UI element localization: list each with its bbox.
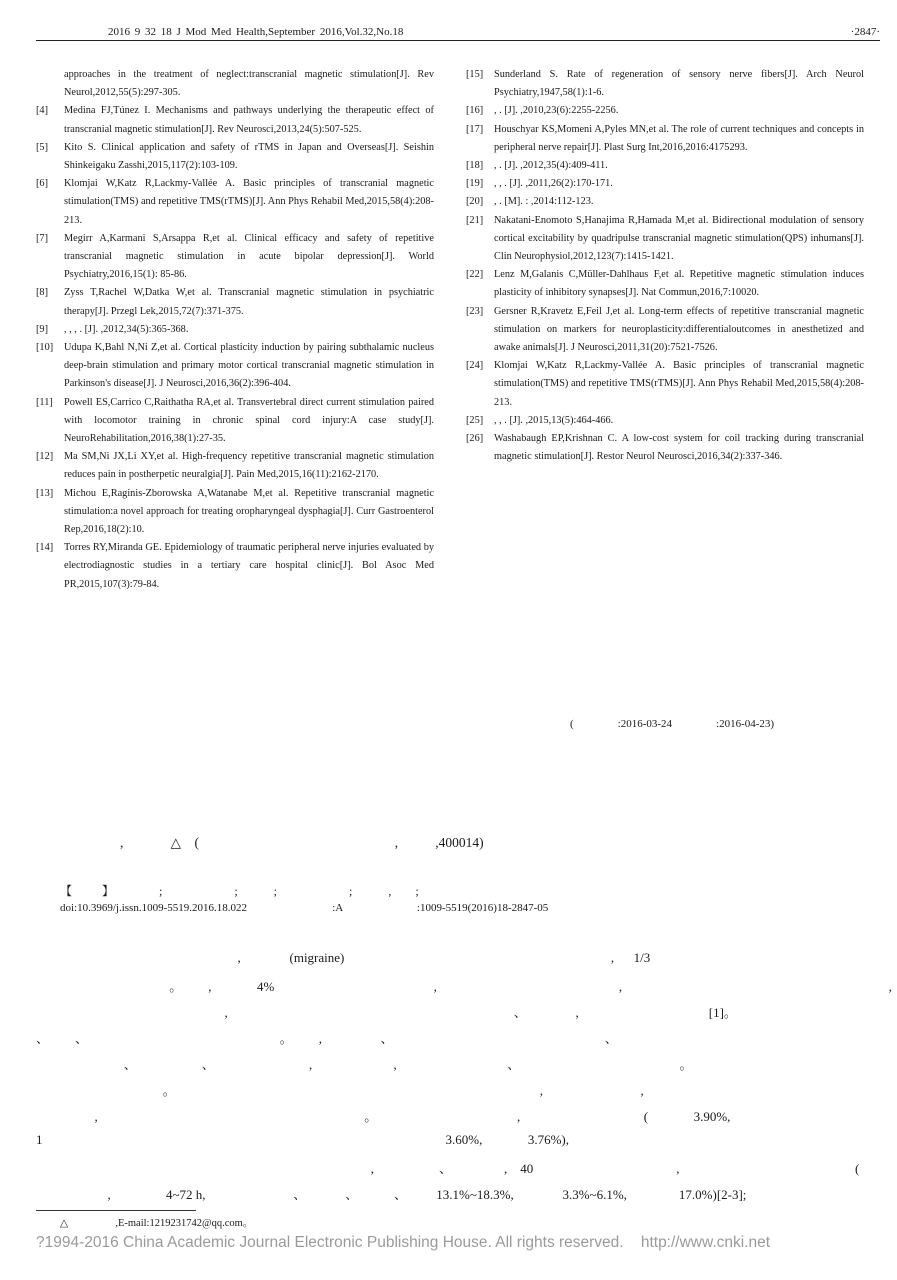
reference-text: Kito S. Clinical application and safety of rTMS in Japan and Overseas[J]. Seishin Shinkeigaku Zasshi,2015,117(2):103-109. — [64, 141, 434, 172]
reference-item — [36, 321, 434, 339]
header-page-number: ·2847· — [850, 26, 880, 38]
reference-item — [466, 266, 864, 302]
reference-text: Powell ES,Carrico C,Raithatha RA,et al. Transvertebral direct current stimulation paired with locomotor training in chronic spinal cord injury:A case study[J]. NeuroRehabilitation,2016,38(1):27-35. — [64, 396, 434, 445]
corresponding-author-footnote: △ ,E-mail:1219231742@qq.com。 — [60, 1218, 254, 1229]
reference-item — [466, 121, 864, 157]
reference-text: Washabaugh EP,Krishnan C. A low-cost system for coil tracking during transcranial magnetic stimulation[J]. Restor Neurol Neurosci,2016,34(2):337-346. — [494, 433, 864, 463]
body-text-line: , 、 , 40 , ( — [36, 1161, 860, 1176]
body-text-line: 。 , , — [36, 1083, 644, 1098]
reference-number: [16] — [466, 105, 484, 117]
reference-number: [6] — [36, 178, 49, 190]
reference-item — [466, 212, 864, 267]
reference-item — [36, 66, 434, 102]
reference-text: Houschyar KS,Momeni A,Pyles MN,et al. The role of current techniques and concepts in peripheral nerve repair[J]. Plast Surg Int,2016,2016:4175293. — [494, 123, 864, 153]
reference-number: [26] — [466, 433, 484, 445]
reference-number: [8] — [36, 287, 49, 299]
reference-text: , . [J]. ,2012,35(4):409-411. — [494, 160, 608, 172]
reference-text: Klomjai W,Katz R,Lackmy-Vallée A. Basic principles of transcranial magnetic stimulation(TMS) and repetitive TMS(rTMS)[J]. Ann Phys Rehabil Med,2015,58(4):208-213. — [494, 360, 864, 408]
reference-item — [466, 102, 864, 120]
reference-item — [36, 448, 434, 484]
reference-text: , , . [J]. ,2011,26(2):170-171. — [494, 178, 613, 190]
footnote-divider — [36, 1210, 196, 1211]
reference-item — [466, 175, 864, 193]
reference-number: [10] — [36, 342, 54, 354]
reference-text: , , , . [J]. ,2012,34(5):365-368. — [64, 323, 189, 335]
copyright-watermark: ?1994-2016 China Academic Journal Electronic Publishing House. All rights reserved. http://www.cnki.net — [36, 1234, 771, 1251]
reference-text: Sunderland S. Rate of regeneration of sensory nerve fibers[J]. Arch Neurol Psychiatry,1947,58(1):1-6. — [494, 69, 864, 99]
body-text-line: 1 3.60%, 3.76%), — [36, 1132, 569, 1147]
reference-number: [20] — [466, 196, 484, 208]
reference-number: [19] — [466, 178, 484, 190]
reference-item — [466, 193, 864, 211]
reference-item — [36, 175, 434, 230]
reference-number: [9] — [36, 323, 49, 335]
received-dates: ( :2016-03-24 :2016-04-23) — [570, 718, 775, 730]
reference-number: [18] — [466, 160, 484, 172]
reference-item — [36, 485, 434, 540]
reference-number: [15] — [466, 69, 484, 80]
reference-number: [21] — [466, 214, 484, 226]
reference-text: Klomjai W,Katz R,Lackmy-Vallée A. Basic principles of transcranial magnetic stimulation(TMS) and repetitive TMS(rTMS)[J]. Ann Phys Rehabil Med,2015,58(4):208-213. — [64, 178, 434, 226]
reference-text: approaches in the treatment of neglect:transcranial magnetic stimulation[J]. Rev Neurol,2012,55(5):297-305. — [64, 69, 434, 99]
reference-text: Medina FJ,Túnez I. Mechanisms and pathways underlying the therapeutic effect of transcranial magnetic stimulation[J]. Rev Neurosci,2013,24(5):507-525. — [64, 105, 434, 135]
reference-text: Michou E,Raginis-Zborowska A,Watanabe M,et al. Repetitive transcranial magnetic stimulation:a novel approach for treating oropharyngeal dysphagia[J]. Curr Gastroenterol Rep,2016,18(2):10. — [64, 487, 434, 536]
reference-list-left — [36, 66, 434, 594]
reference-item — [36, 284, 434, 320]
reference-item — [36, 102, 434, 138]
author-affiliation: , △ ( , ,400014) — [120, 835, 484, 850]
reference-number: [7] — [36, 232, 49, 244]
reference-item — [36, 139, 434, 175]
reference-text: , , . [J]. ,2015,13(5):464-466. — [494, 414, 614, 426]
reference-number: [17] — [466, 123, 484, 135]
reference-text: Megirr A,Karmani S,Arsappa R,et al. Clinical efficacy and safety of repetitive transcranial magnetic stimulation in acute bipolar depression[J]. World Psychiatry,2016,15(1): 85-86. — [64, 232, 434, 281]
reference-text: , . [J]. ,2010,23(6):2255-2256. — [494, 105, 619, 117]
reference-item — [36, 539, 434, 594]
reference-number: [13] — [36, 487, 54, 499]
reference-text: Torres RY,Miranda GE. Epidemiology of traumatic peripheral nerve injuries evaluated by electrodiagnostic studies in a tertiary care hospital clinic[J]. Bol Asoc Med PR,2015,107(3):79-84. — [64, 542, 434, 590]
body-text-line: , 4~72 h, 、 、 、 13.1%~18.3%, 3.3%~6.1%, 17.0%)[2-3]; — [36, 1187, 747, 1202]
reference-number: [25] — [466, 414, 484, 426]
reference-number: [5] — [36, 141, 49, 153]
reference-text: Nakatani-Enomoto S,Hanajima R,Hamada M,et al. Bidirectional modulation of sensory cortical excitability by quadripulse transcranial magnetic stimulation(QPS) inhumans[J]. Clin Neurophysiol,2012,123(7):1415-1421. — [494, 214, 864, 263]
reference-number: [22] — [466, 269, 484, 281]
reference-item — [466, 66, 864, 102]
reference-text: Lenz M,Galanis C,Müller-Dahlhaus F,et al. Repetitive magnetic stimulation induces plasticity of inhibitory synapses[J]. Nat Commun,2016,7:10020. — [494, 269, 864, 299]
body-text-line: , (migraine) , 1/3 — [36, 950, 651, 965]
body-text-line: , 、 , [1]。 — [36, 1005, 737, 1020]
reference-text: Zyss T,Rachel W,Datka W,et al. Transcranial magnetic stimulation in psychiatric therapy[J]. Przegl Lek,2015,72(7):371-375. — [64, 287, 434, 317]
reference-item — [466, 303, 864, 358]
reference-number: [23] — [466, 305, 484, 317]
body-text-line: 、 、 , , 、 。 — [36, 1057, 693, 1072]
reference-item — [466, 357, 864, 412]
reference-number: [12] — [36, 451, 54, 463]
keywords-line: 【 】 ; ; ; ; , ; — [60, 884, 419, 898]
reference-text: Udupa K,Bahl N,Ni Z,et al. Cortical plasticity induction by pairing subthalamic nucleus deep-brain stimulation and primary motor cortical transcranial magnetic stimulation in Parkinson's disease[J]. J Neurosci,2016,36(2):396-404. — [64, 342, 434, 390]
reference-text: Ma SM,Ni JX,Li XY,et al. High-frequency repetitive transcranial magnetic stimulation reduces pain in postherpetic neuralgia[J]. Pain Med,2015,16(11):2162-2170. — [64, 451, 434, 481]
reference-item — [36, 339, 434, 394]
reference-item — [466, 412, 864, 430]
reference-item — [36, 394, 434, 449]
doi-line: doi:10.3969/j.issn.1009-5519.2016.18.022 :A :1009-5519(2016)18-2847-05 — [60, 902, 549, 914]
reference-list-right — [466, 66, 864, 466]
reference-item — [36, 230, 434, 285]
reference-item — [466, 157, 864, 175]
running-header — [36, 24, 880, 41]
header-journal-info: 2016 9 32 18 J Mod Med Health,September 2016,Vol.32,No.18 — [108, 26, 404, 38]
reference-text: Gersner R,Kravetz E,Feil J,et al. Long-term effects of repetitive transcranial magnetic stimulation on markers for neuroplasticity:differentialoutcomes in anesthetized and awake animals[J]. J Neurosci,2011,31(20):7521-7526. — [494, 305, 864, 354]
body-text-line: 。 , 4% , , , — [36, 979, 892, 994]
reference-number: [24] — [466, 360, 484, 372]
reference-text: , . [M]. : ,2014:112-123. — [494, 196, 594, 208]
reference-number: [4] — [36, 105, 49, 117]
reference-number: [11] — [36, 396, 53, 408]
body-text-line: 、 、 。 , 、 、 — [36, 1031, 618, 1046]
reference-number: [14] — [36, 542, 54, 554]
reference-item — [466, 430, 864, 466]
body-text-line: , 。 , ( 3.90%, — [36, 1109, 731, 1124]
